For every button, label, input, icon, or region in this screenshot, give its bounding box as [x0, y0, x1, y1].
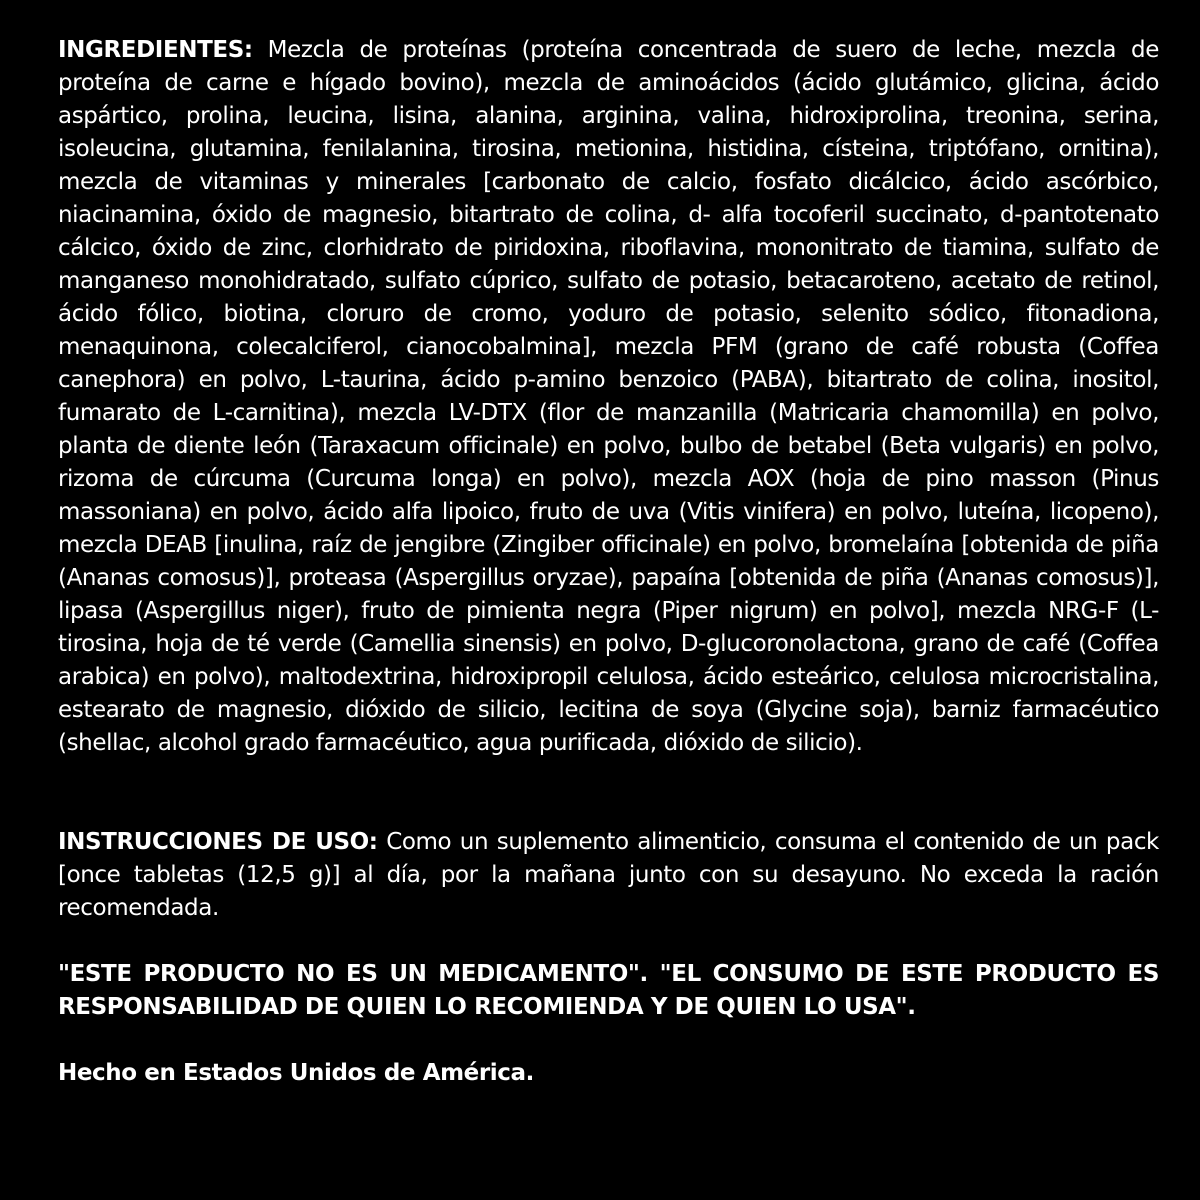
medical-disclaimer: "ESTE PRODUCTO NO ES UN MEDICAMENTO". "EL CONSUMO DE ESTE PRODUCTO ES RESPONSABILIDAD DE QUIEN LO RECOMIENDA Y DE QUIEN LO USA". [58, 961, 1159, 1020]
ingredients-paragraph [58, 34, 1159, 760]
country-of-origin: Hecho en Estados Unidos de América. [58, 1060, 534, 1086]
usage-instructions-heading: INSTRUCCIONES DE USO: [58, 829, 378, 855]
usage-instructions-text: Como un suplemento alimenticio, consuma el contenido de un pack [once tabletas (12,5 g)] al día, por la mañana junto con su desayuno. No exceda la ración recomendada. [58, 829, 1159, 921]
ingredients-heading: INGREDIENTES: [58, 37, 253, 63]
usage-instructions-paragraph [58, 826, 1159, 925]
ingredients-text: Mezcla de proteínas (proteína concentrada de suero de leche, mezcla de proteína de carne e hígado bovino), mezcla de aminoácidos (ácido glutámico, glicina, ácido aspártico, prolina, leucina, lisina, alanina, arginina, valina, hidroxiprolina, treonina, serina, isoleucina, glutamina, fenilalanina, tirosina, metionina, histidina, císteina, triptófano, ornitina), mezcla de vitaminas y minerales [carbonato de calcio, fosfato dicálcico, ácido ascórbico, niacinamina, óxido de magnesio, bitartrato de colina, d- alfa tocoferil succinato, d-pantotenato cálcico, óxido de zinc, clorhidrato de piridoxina, riboflavina, mononitrato de tiamina, sulfato de manganeso monohidratado, sulfato cúprico, sulfato de potasio, betacaroteno, acetato de retinol, ácido fólico, biotina, cloruro de cromo, yoduro de potasio, selenito sódico, fitonadiona, menaquinona, colecalciferol, cianocobalmina], mezcla PFM (grano de café robusta (Coffea canephora) en polvo, L-taurina, ácido p-amino benzoico (PABA), bitartrato de colina, inositol, fumarato de L-carnitina), mezcla LV-DTX (flor de manzanilla (Matricaria chamomilla) en polvo, planta de diente león (Taraxacum officinale) en polvo, bulbo de betabel (Beta vulgaris) en polvo, rizoma de cúrcuma (Curcuma longa) en polvo), mezcla AOX (hoja de pino masson (Pinus massoniana) en polvo, ácido alfa lipoico, fruto de uva (Vitis vinifera) en polvo, luteína, licopeno), mezcla DEAB [inulina, raíz de jengibre (Zingiber officinale) en polvo, bromelaína [obtenida de piña (Ananas comosus)], proteasa (Aspergillus oryzae), papaína [obtenida de piña (Ananas comosus)], lipasa (Aspergillus niger), fruto de pimienta negra (Piper nigrum) en polvo], mezcla NRG-F (L-tirosina, hoja de té verde (Camellia sinensis) en polvo, D-glucoronolactona, grano de café (Coffea arabica) en polvo), maltodextrina, hidroxipropil celulosa, ácido esteárico, celulosa microcristalina, estearato de magnesio, dióxido de silicio, lecitina de soya (Glycine soja), barniz farmacéutico (shellac, alcohol grado farmacéutico, agua purificada, dióxido de silicio). [58, 37, 1159, 756]
product-label-text [58, 34, 1159, 1090]
